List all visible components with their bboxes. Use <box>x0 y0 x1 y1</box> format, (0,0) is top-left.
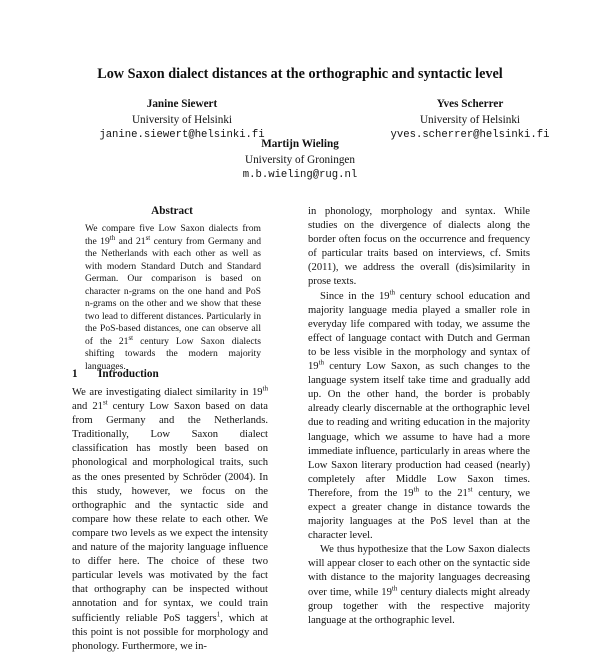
abstract-body: We compare five Low Saxon dialects from the 19th and 21st century from Germany and the Netherlands with each other as well as with modern Standard Dutch and Standard German. Our comparison is based on character n-grams on the one hand and PoS n-grams on the other and we show that these two lead to different distances. Particularly in the PoS-based distances, one can observe all of the 21st century Low Saxon dialects shifting towards the modern majority languages. <box>85 223 261 373</box>
paragraph: in phonology, morphology and syntax. While studies on the divergence of dialects along the border often focus on the occurrence and frequency of particular traits based on interviews, cf. Smits (2011), we address the overall (dis)similarity in prose texts. <box>308 206 530 288</box>
section-number: 1 <box>72 368 78 380</box>
section-title: Introduction <box>98 368 159 380</box>
author-affiliation: University of Groningen <box>245 153 355 166</box>
author-email: yves.scherrer@helsinki.fi <box>390 129 550 141</box>
author-name: Yves Scherrer <box>436 98 504 110</box>
author-affiliation: University of Helsinki <box>419 113 521 126</box>
paragraph: We are investigating dialect similarity in 19th and 21st century Low Saxon based on data from Germany and the Netherlands. Traditionally, Low Saxon dialect classification has mostly been based on phonological and morphological traits, such as the ones presented by Schröder (2004). In this study, however, we focus on the orthographic and the syntactic side and compare how these relate to each other. We compare two levels as we expect the intensity and nature of the majority language influence to differ here. The choice of these two particular levels was motivated by the fact that orthography can be inspected without annotation and for syntax, we could train sufficiently reliable PoS taggers$^1$, which at this point is not possible for morphology and phonology. Furthermore, we in- <box>72 384 268 652</box>
author-block <box>370 97 570 144</box>
author-name: Martijn Wieling <box>261 138 339 150</box>
footnote-mark[interactable]: 1 <box>216 609 221 618</box>
section-heading <box>72 368 159 380</box>
author-email: janine.siewert@helsinki.fi <box>99 129 265 141</box>
paragraph: Since in the 19th century school education and majority language media played a smaller role in everyday life compared with today, we assume the effect of language contact with Dutch and German to be less visible in the morphology and syntax of 19th century Low Saxon, as such changes to the language system itself take time and gradually add up. On the other hand, the border is probably already clearly discernable at the orthographic level due to reading and writing education in the majority language, which we assume to have had a more immediate influence, particularly in areas where the Low Saxon literary production had ceased (nearly) completely after Middle Low Saxon times. Therefore, from the 19th to the 21st century, we expect a greater change in distance towards the majority languages at the PoS level than at the character level. <box>308 288 530 542</box>
right-column-body <box>308 205 530 628</box>
abstract-heading: Abstract <box>151 205 193 217</box>
author-name: Janine Siewert <box>146 98 218 110</box>
author-affiliation: University of Helsinki <box>131 113 233 126</box>
author-email: m.b.wieling@rug.nl <box>242 169 358 181</box>
paper-title: Low Saxon dialect distances at the orthographic and syntactic level <box>97 66 503 82</box>
author-block <box>200 137 400 184</box>
paragraph: We thus hypothesize that the Low Saxon dialects will appear closer to each other on the syntactic side with distance to the majority languages decreasing over time, while 19th century dialects might already group together with the respective majority language at the orthographic level. <box>308 544 530 626</box>
introduction-body <box>72 386 268 654</box>
